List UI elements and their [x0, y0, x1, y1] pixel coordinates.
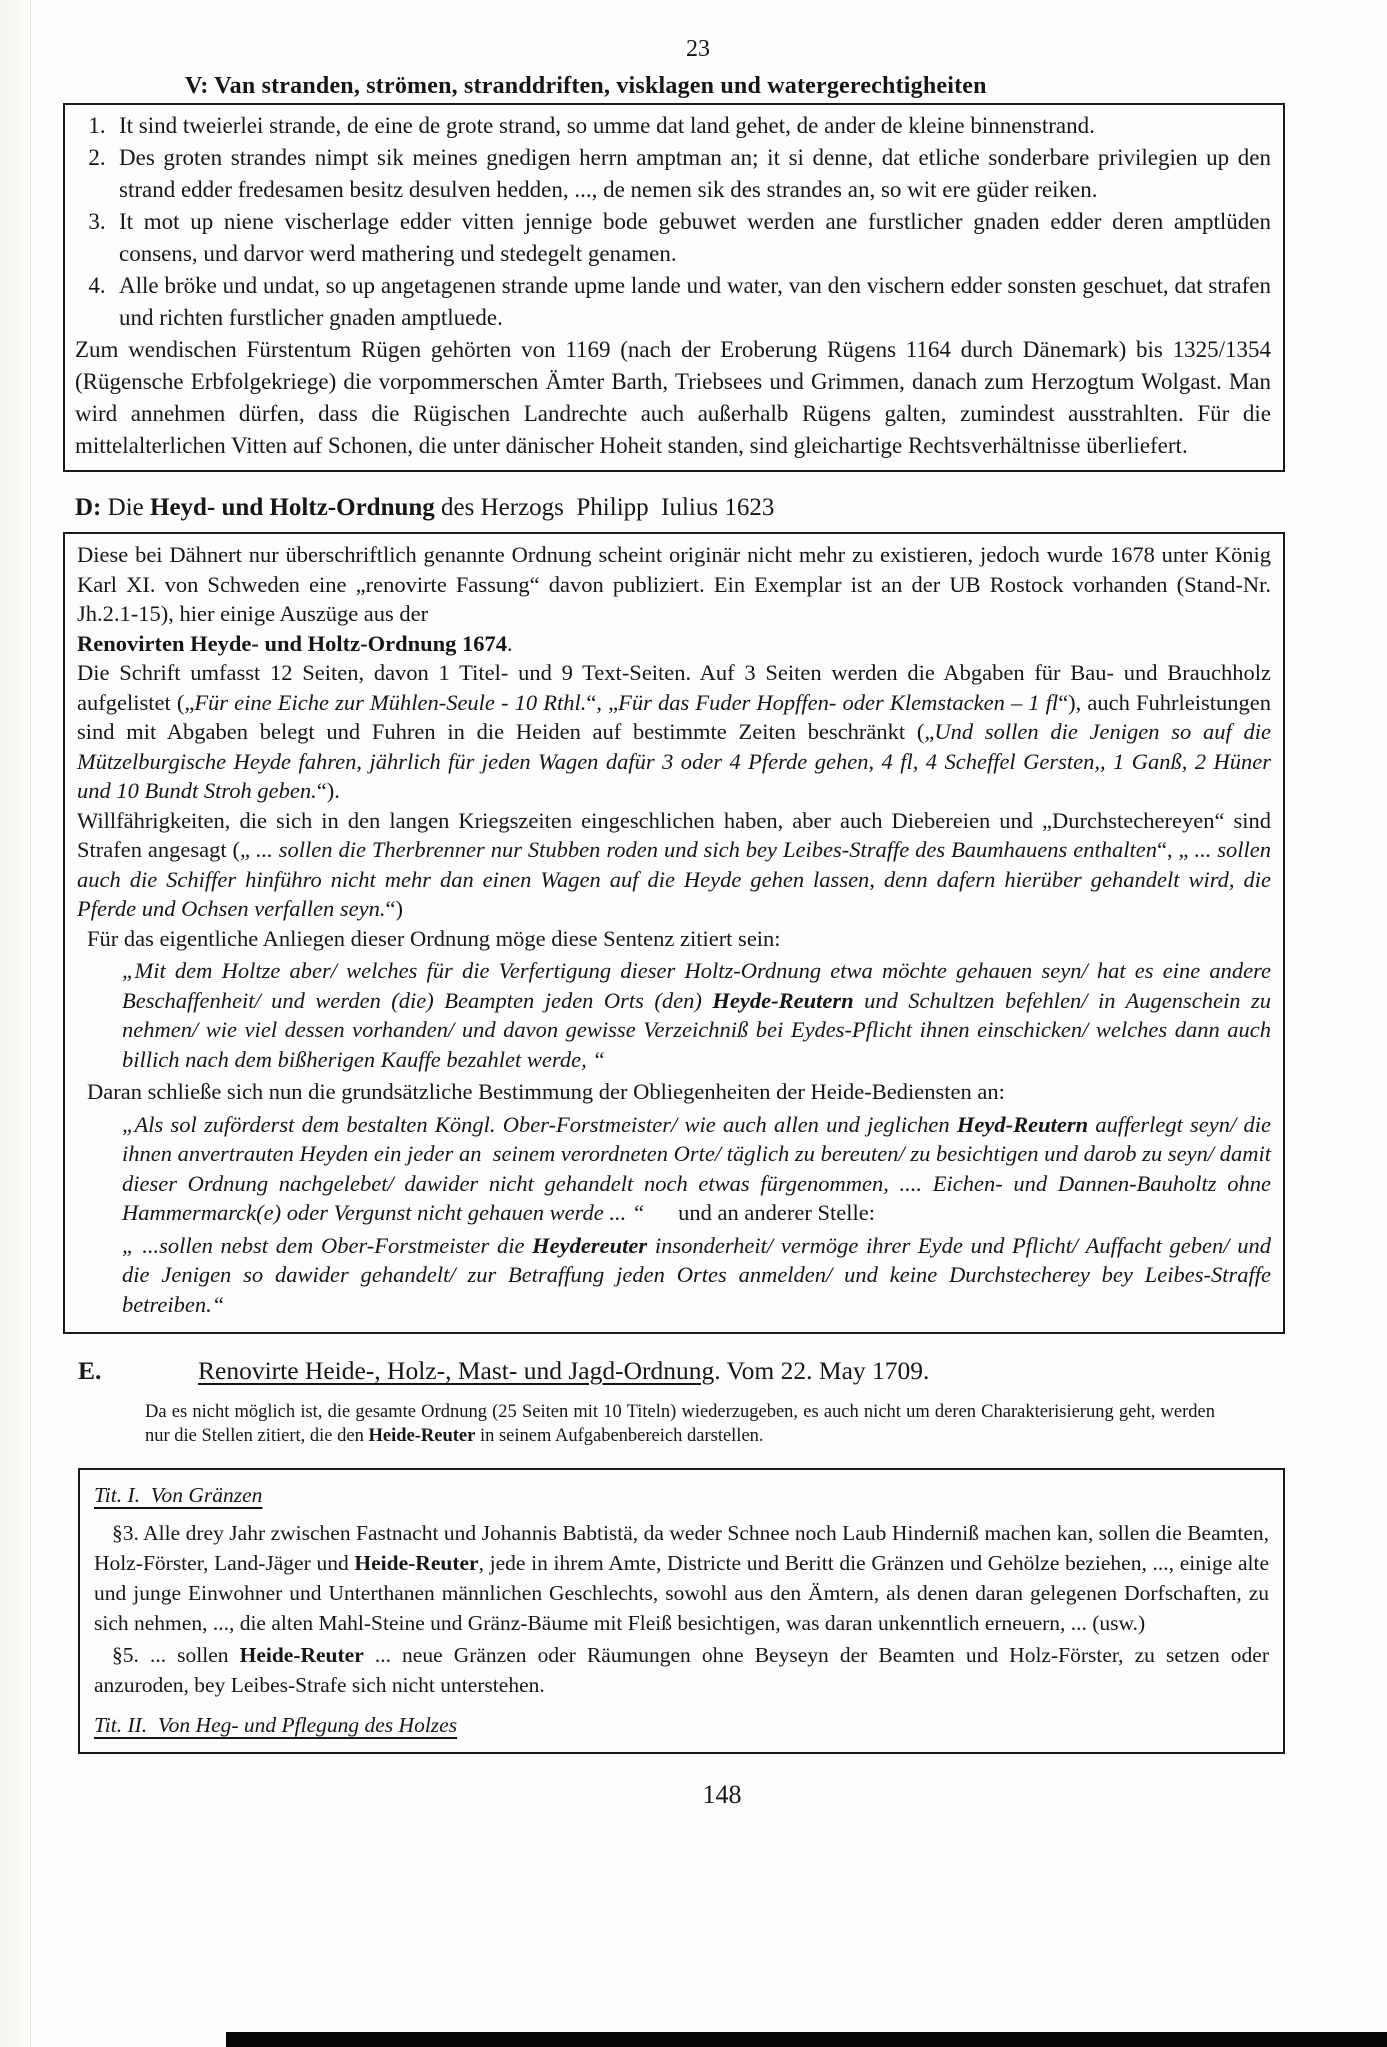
section-e-heading	[78, 1356, 1285, 1386]
jagd-ordnung-box	[78, 1468, 1285, 1754]
titulus-1-heading: Tit. I. Von Gränzen	[94, 1483, 263, 1507]
list-item-text: It mot up niene vischerlage edder vitten jennige bode gebuwet werden ane furstlicher gnaden edder deren amptlüden consens, und darvor werd mathering und stedegelt genamen.	[119, 209, 1271, 266]
paragraph: Willfährigkeiten, die sich in den langen Kriegszeiten eingeschlichen haben, aber auch Diebereien und „Durchstechereyen“ sind Strafen angesagt („ ... sollen die Therbrenner nur Stubben roden und sich bey Leibes-Straffe des Baumhauens enthalten“, „ ... sollen auch die Schiffer hinführo nicht mehr dan einen Wagen auf die Heyde gehen lassen, denn dafern hierüber gehandelt wird, die Pferde und Ochsen verfallen seyn.“)	[77, 807, 1271, 921]
list-item-text: It sind tweierlei strande, de eine de grote strand, so umme dat land gehet, de ander de kleine binnenstrand.	[119, 113, 1095, 138]
page-number-bottom: 148	[702, 1780, 742, 1809]
section-d-heading: D: Die Heyd- und Holtz-Ordnung des Herzogs Philipp Iulius 1623	[75, 494, 775, 521]
list-item-number: 2.	[88, 145, 106, 170]
list-item-number: 1.	[88, 113, 106, 138]
list-item	[75, 270, 1271, 334]
page-number-top: 23	[686, 36, 710, 62]
section-e-note: Da es nicht möglich ist, die gesamte Ordnung (25 Seiten mit 10 Titeln) wiederzugeben, es auch nicht um deren Charakterisierung geht, werden nur die Stellen zitiert, die den Heide-Reuter in seinem Aufgabenbereich darstellen.	[145, 1402, 1215, 1446]
paragraph: Diese bei Dähnert nur überschriftlich genannte Ordnung scheint originär nicht mehr zu existieren, jedoch wurde 1678 unter König Karl XI. von Schweden eine „renovirte Fassung“ davon publiziert. Ein Exemplar ist an der UB Rostock vorhanden (Stand-Nr. Jh.2.1-15), hier einige Auszüge aus der	[77, 542, 1271, 626]
list-item	[75, 110, 1271, 142]
page-edge-shadow	[0, 0, 31, 2047]
quote-block: „Als sol zuförderst dem bestalten Köngl. Ober-Forstmeister/ wie auch allen und jeglichen Heyd-Reutern aufferlegt seyn/ die ihnen anvertrauten Heyden ein jeder an seinem verordneten Orte/ täglich zu bereuten/ zu besichtigen und darob zu seyn/ damit dieser Ordnung nachgelebet/ dawider nicht gehandelt noch etwas fürgenommen, .... Eichen- und Dannen-Bauholtz ohne Hammermarck(e) oder Vergunst nicht gehauen werde ... “ und an anderer Stelle:	[122, 1111, 1272, 1225]
quote-block: „Mit dem Holtze aber/ welches für die Verfertigung dieser Holtz-Ordnung etwa möchte gehauen seyn/ hat es eine andere Beschaffenheit/ und werden (die) Beampten jeden Orts (den) Heyde-Reutern und Schultzen befehlen/ in Augenschein zu nehmen/ wie viel dessen vorhanden/ und davon gewisse Verzeichniß bei Eydes-Pflicht ihnen einschicken/ welches dann auch billich nach dem bißherigen Kauffe bezahlet werde, “	[122, 958, 1271, 1072]
quote-block: „ ...sollen nebst dem Ober-Forstmeister die Heydereuter insonderheit/ vermöge ihrer Eyde und Pflicht/ Auffacht geben/ und die Jenigen so dawider gehandelt/ zur Betraffung jeden Ortes anmelden/ und keine Durchstecherey bey Leibes-Straffe betreiben.“	[122, 1232, 1271, 1317]
strand-law-list	[75, 110, 1271, 334]
paragraph-3: §3. Alle drey Jahr zwischen Fastnacht und Johannis Babtistä, da weder Schnee noch Laub Hinderniß machen kan, sollen die Beamten, Holz-Förster, Land-Jäger und Heide-Reuter, jede in ihrem Amte, Districte und Beritt die Gränzen und Gehölze beziehen, ..., einige alte und junge Einwohner und Unterthanen männlichen Geschlechts, sowohl aus den Ämtern, als denen daran gelegenen Dorfschaften, zu sich nehmen, ..., die alten Mahl-Steine und Gränz-Bäume mit Fleiß besichtigen, was daran unkenntlich erneuern, ... (usw.)	[94, 1521, 1269, 1635]
paragraph: Für das eigentliche Anliegen dieser Ordnung möge diese Sentenz zitiert sein:	[87, 925, 781, 951]
paragraph-5: §5. ... sollen Heide-Reuter ... neue Gränzen oder Räumungen ohne Beyseyn der Beamten und Holz-Förster, zu setzen oder anzuroden, bey Leibes-Strafe sich nicht unterstehen.	[94, 1643, 1270, 1697]
list-item-number: 4.	[88, 273, 106, 298]
strand-law-box	[63, 103, 1285, 472]
ruegen-commentary: Zum wendischen Fürstentum Rügen gehörten von 1169 (nach der Eroberung Rügens 1164 durch Dänemark) bis 1325/1354 (Rügensche Erbfolgekriege) die vorpommerschen Ämter Barth, Triebsees und Grimmen, danach zum Herzogtum Wolgast. Man wird annehmen dürfen, dass die Rügischen Landrechte auch außerhalb Rügens galten, zumindest ausstrahlten. Für die mittelalterlichen Vitten auf Schonen, die unter dänischer Hoheit standen, sind gleichartige Rechtsverhältnisse überliefert.	[75, 337, 1271, 458]
titulus-2-heading: Tit. II. Von Heg- und Pflegung des Holzes	[94, 1713, 458, 1737]
list-item	[75, 142, 1271, 206]
list-item-number: 3.	[88, 209, 106, 234]
paragraph: Die Schrift umfasst 12 Seiten, davon 1 Titel- und 9 Text-Seiten. Auf 3 Seiten werden die Abgaben für Bau- und Brauchholz aufgelistet („Für eine Eiche zur Mühlen-Seule - 10 Rthl.“, „Für das Fuder Hopffen- oder Klemstacken – 1 fl“), auch Fuhrleistungen sind mit Abgaben belegt und Fuhren in die Heiden auf bestimmte Zeiten beschränkt („Und sollen die Jenigen so auf die Mützelburgische Heyde fahren, jährlich für jeden Wagen dafür 3 oder 4 Pferde gehen, 4 fl, 4 Scheffel Gersten,, 1 Ganß, 2 Hüner und 10 Bundt Stroh geben.“).	[77, 660, 1271, 803]
section-e-title-line	[198, 1356, 929, 1386]
scan-artifact-bar	[226, 2032, 1387, 2047]
page-content	[63, 0, 1285, 1810]
paragraph: Daran schließe sich nun die grundsätzliche Bestimmung der Obliegenheiten der Heide-Bediensten an:	[87, 1079, 1005, 1104]
list-item	[75, 206, 1271, 270]
list-item-text: Alle bröke und undat, so up angetagenen strande upme lande und water, van den vischern edder sonsten geschuet, dat strafen und richten furstlicher gnaden amptluede.	[119, 273, 1271, 330]
list-item-text: Des groten strandes nimpt sik meines gnedigen herrn amptman an; it si denne, dat etliche sonderbare privilegien up den strand edder fredesamen besitz desulven hedden, ..., de nemen sik des strandes an, so wit ere güder reiken.	[119, 145, 1271, 202]
section-e-label: E.	[78, 1356, 102, 1385]
section-e-title-suffix: . Vom 22. May 1709.	[714, 1356, 930, 1385]
holtz-ordnung-box	[63, 532, 1285, 1334]
section-v-heading: V: Van stranden, strömen, stranddriften, visklagen und watergerechtigheiten	[185, 73, 987, 99]
section-e-title: Renovirte Heide-, Holz-, Mast- und Jagd-Ordnung	[198, 1356, 715, 1385]
paragraph: Renovirten Heyde- und Holtz-Ordnung 1674.	[77, 630, 513, 656]
